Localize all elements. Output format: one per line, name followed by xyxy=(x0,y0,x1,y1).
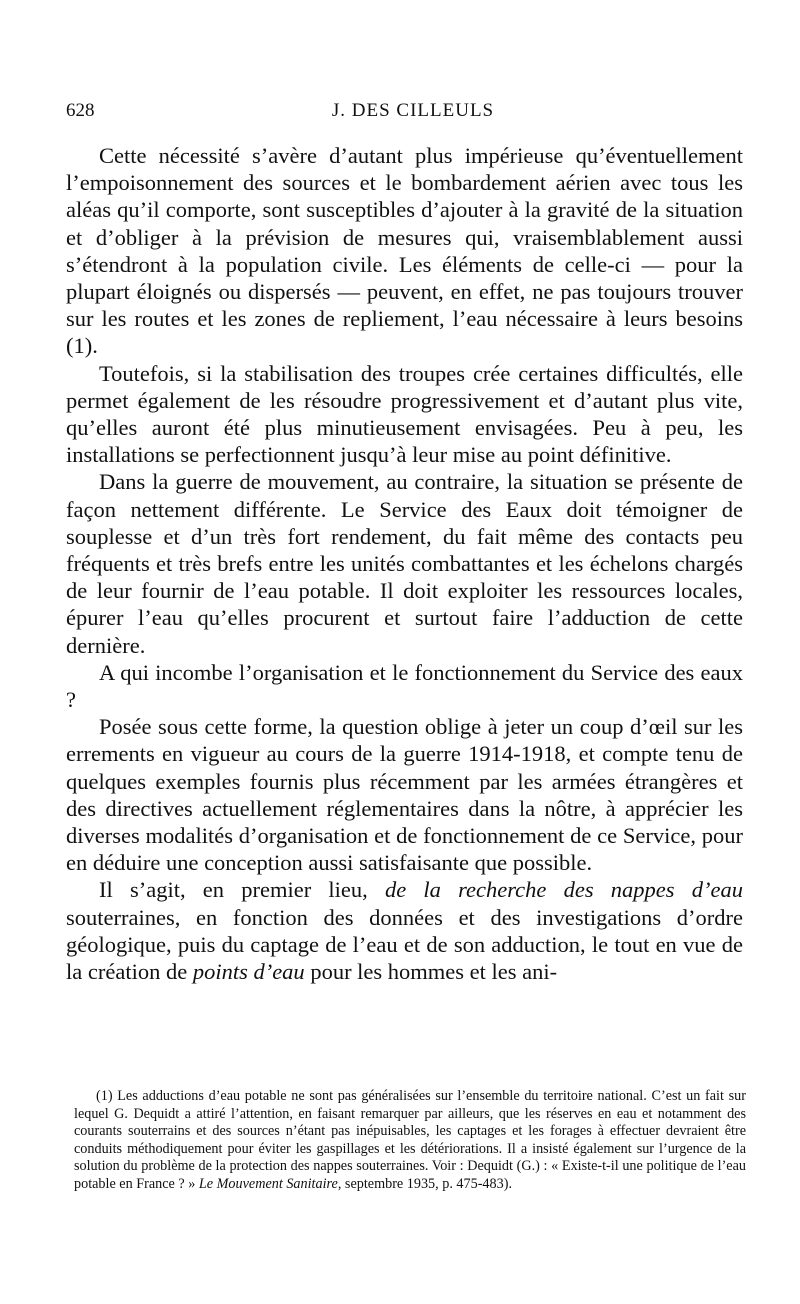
paragraph-5: Posée sous cette forme, la question oblige à jeter un coup d’œil sur les errements en vigueur au cours de la guerre 1914-1918, et compte tenu de quelques exemples fournis plus récemment par les armées étrangères et des directives actuellement réglementaires dans la nôtre, à apprécier les diverses modalités d’organisation et de fonctionnement de ce Service, pour en déduire une conception aussi satisfaisante que possible. xyxy=(66,714,743,876)
paragraph-1: Cette nécessité s’avère d’autant plus impérieuse qu’éventuellement l’empoisonnement des sources et le bombardement aérien avec tous les aléas qu’il comporte, sont susceptibles d’ajouter à la gravité de la situation et d’obliger à la prévision de mesures qui, vraisemblablement aussi s’étendront à la population civile. Les éléments de celle-ci — pour la plupart éloignés ou dispersés — peuvent, en effet, ne pas toujours trouver sur les routes et les zones de repliement, l’eau nécessaire à leurs besoins (1). xyxy=(66,143,743,359)
footnote-text: (1) Les adductions d’eau potable ne sont pas généralisées sur l’ensemble du territoire national. C’est un fait sur lequel G. Dequidt a attiré l’attention, en faisant remarquer par ailleurs, que les réserves en eau et notamment des courants souterrains et des sources n’étant pas inépuisables, les captages et les forages à effectuer devraient être conduits méthodiquement pour éviter les gaspillages et les détériorations. Il a insisté également sur l’urgence de la solution du problème de la protection des nappes souterraines. Voir : Dequidt (G.) : « Existe-t-il une politique de l’eau potable en France ? » xyxy=(74,1088,746,1192)
paragraph-3: Dans la guerre de mouvement, au contraire, la situation se présente de façon nettement différente. Le Service des Eaux doit témoigner de souplesse et d’un très fort rendement, du fait même des contacts peu fréquents et très brefs entre les unités combattantes et les échelons chargés de leur fournir de l’eau potable. Il doit exploiter les ressources locales, épurer l’eau qu’elles procurent et surtout faire l’adduction de cette dernière. xyxy=(66,469,743,658)
page-header xyxy=(66,100,740,130)
paragraph-6-part-1: Il s’agit, en premier lieu, xyxy=(99,877,385,903)
running-title: J. DES CILLEULS xyxy=(331,100,495,121)
paragraph-6 xyxy=(66,876,743,985)
paragraph-2: Toutefois, si la stabilisation des troupes crée certaines difficultés, elle permet également de les résoudre progressivement et d’autant plus vite, qu’elles auront été plus minutieusement envisagées. Peu à peu, les installations se perfectionnent jusqu’à leur mise au point définitive. xyxy=(66,360,743,468)
emphasis-nappes: de la recherche des nappes d’eau xyxy=(384,877,743,903)
paragraph-6-part-3: pour les hommes et les ani- xyxy=(304,959,558,985)
emphasis-points-d-eau: points d’eau xyxy=(192,959,305,985)
body-text xyxy=(66,142,743,985)
footnote-1 xyxy=(74,1088,746,1194)
page-number: 628 xyxy=(66,100,95,121)
paragraph-4: A qui incombe l’organisation et le fonctionnement du Service des eaux ? xyxy=(66,659,743,713)
paragraph-6-part-2: souterraines, en fonction des données et des investigations d’ordre géologique, puis du captage de l’eau et de son adduction, le tout en vue de la création de xyxy=(66,904,743,985)
footnote-journal-title: Le Mouvement Sanitaire xyxy=(198,1175,338,1192)
footnote-citation: , septembre 1935, p. 475-483). xyxy=(337,1175,512,1192)
footnote xyxy=(74,1088,746,1194)
